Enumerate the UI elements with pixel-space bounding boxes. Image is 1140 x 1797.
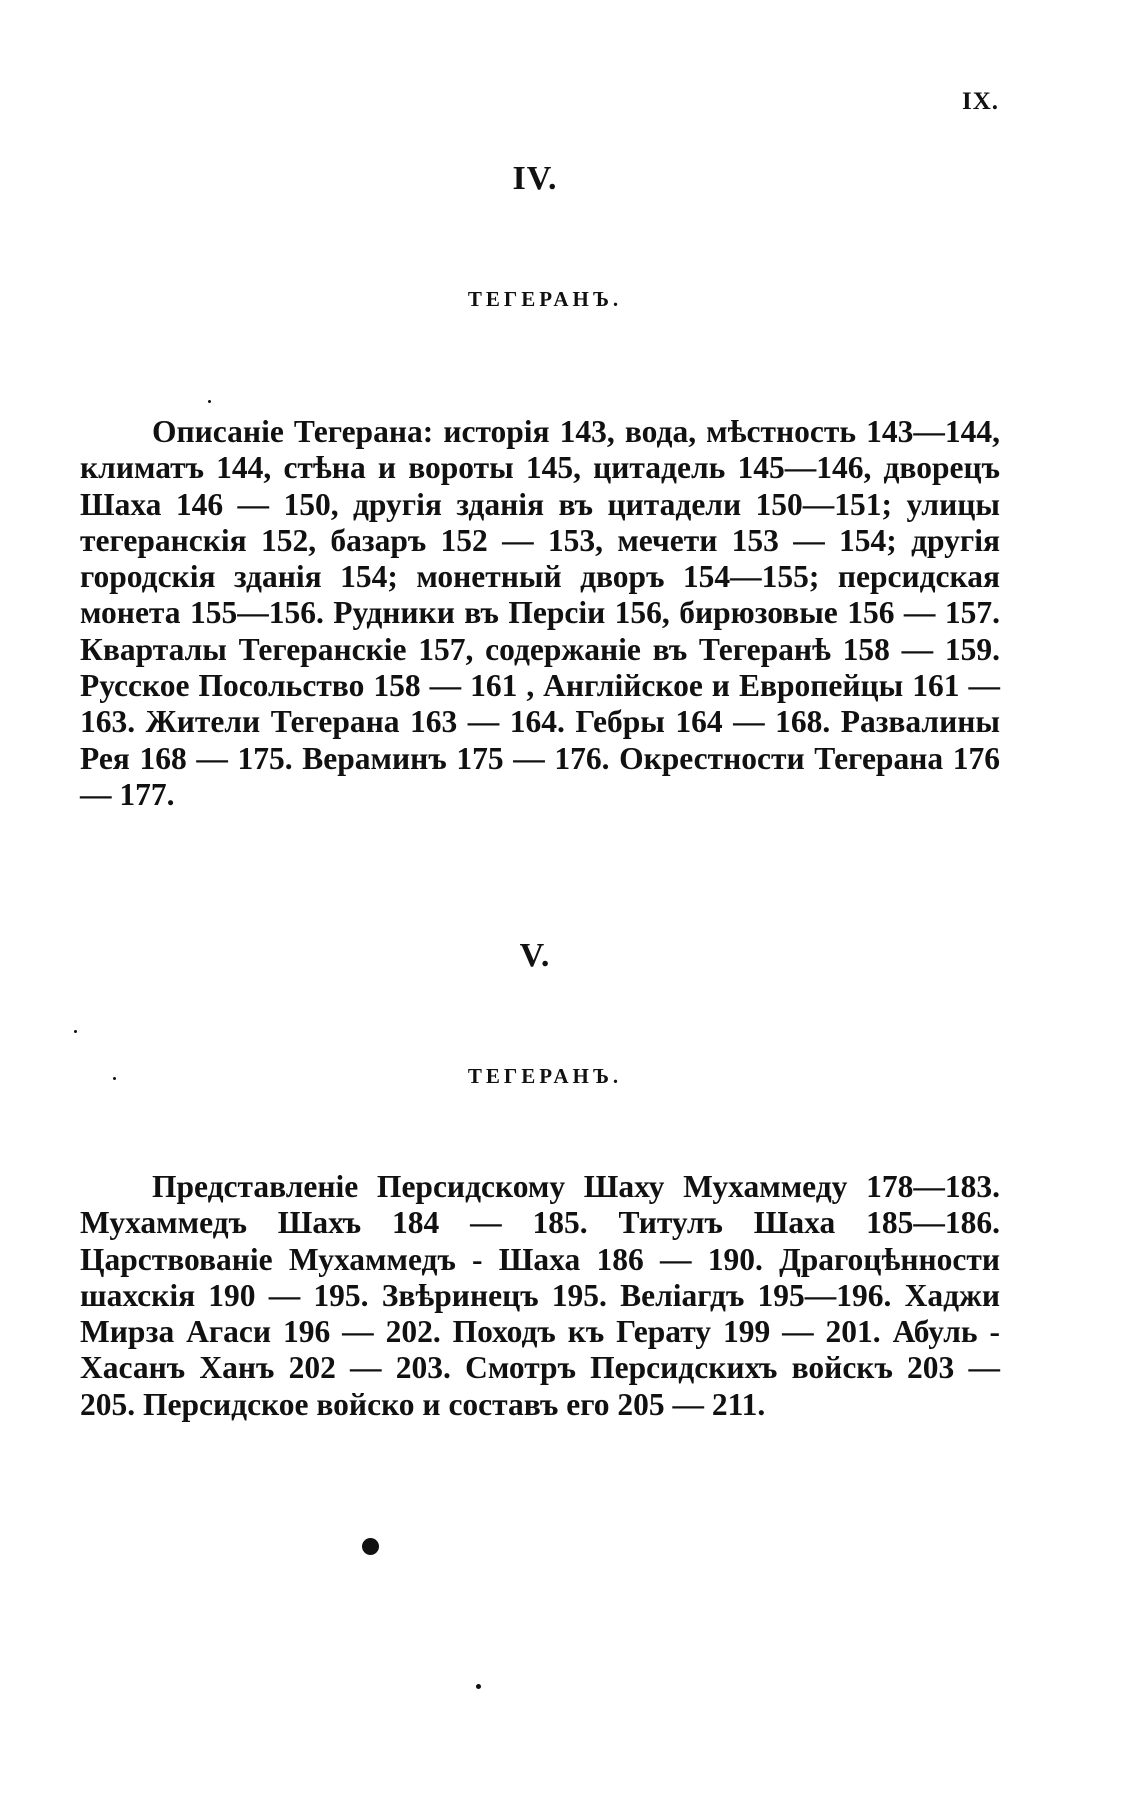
section-iv-numeral: IV. bbox=[512, 160, 558, 197]
ink-blot bbox=[362, 1538, 379, 1555]
ink-speck bbox=[476, 1684, 481, 1689]
section-v-title: ТЕГЕРАНЪ. bbox=[467, 1064, 623, 1088]
page-number: IX. bbox=[962, 88, 1000, 115]
section-v-numeral: V. bbox=[519, 937, 551, 974]
section-iv-title: ТЕГЕРАНЪ. bbox=[467, 287, 623, 311]
ink-speck bbox=[208, 400, 211, 403]
section-iv-body: Описаніе Тегерана: исторія 143, вода, мѣстность 143—144, климатъ 144, стѣна и вороты 145, цитадель 145—146, дворецъ Шаха 146 — 150, другія зданія въ цитадели 150—151; улицы тегеранскія 152, базаръ 152 — 153, мечети 153 — 154; другія городскія зданія 154; монетный дворъ 154—155; персидская монета 155—156. Рудники въ Персіи 156, бирюзовые 156 — 157. Кварталы Тегеранскіе 157, содержаніе въ Тегеранѣ 158 — 159. Русское Посольство 158 — 161 , Англійское и Европейцы 161 — 163. Жители Тегерана 163 — 164. Гебры 164 — 168. Развалины Рея 168 — 175. Вераминъ 175 — 176. Окрестности Тегерана 176 — 177. bbox=[80, 414, 1000, 812]
section-v-body: Представленіе Персидскому Шаху Мухаммеду 178—183. Мухаммедъ Шахъ 184 — 185. Титулъ Шаха 185—186. Царствованіе Мухаммедъ - Шаха 186 — 190. Драгоцѣнности шахскія 190 — 195. Звѣринецъ 195. Веліагдъ 195—196. Хаджи Мирза Агаси 196 — 202. Походъ къ Герату 199 — 201. Абуль - Хасанъ Ханъ 202 — 203. Смотръ Персидскихъ войскъ 203 — 205. Персидское войско и составъ его 205 — 211. bbox=[80, 1169, 1000, 1422]
ink-speck bbox=[113, 1077, 116, 1080]
ink-speck bbox=[74, 1030, 77, 1033]
